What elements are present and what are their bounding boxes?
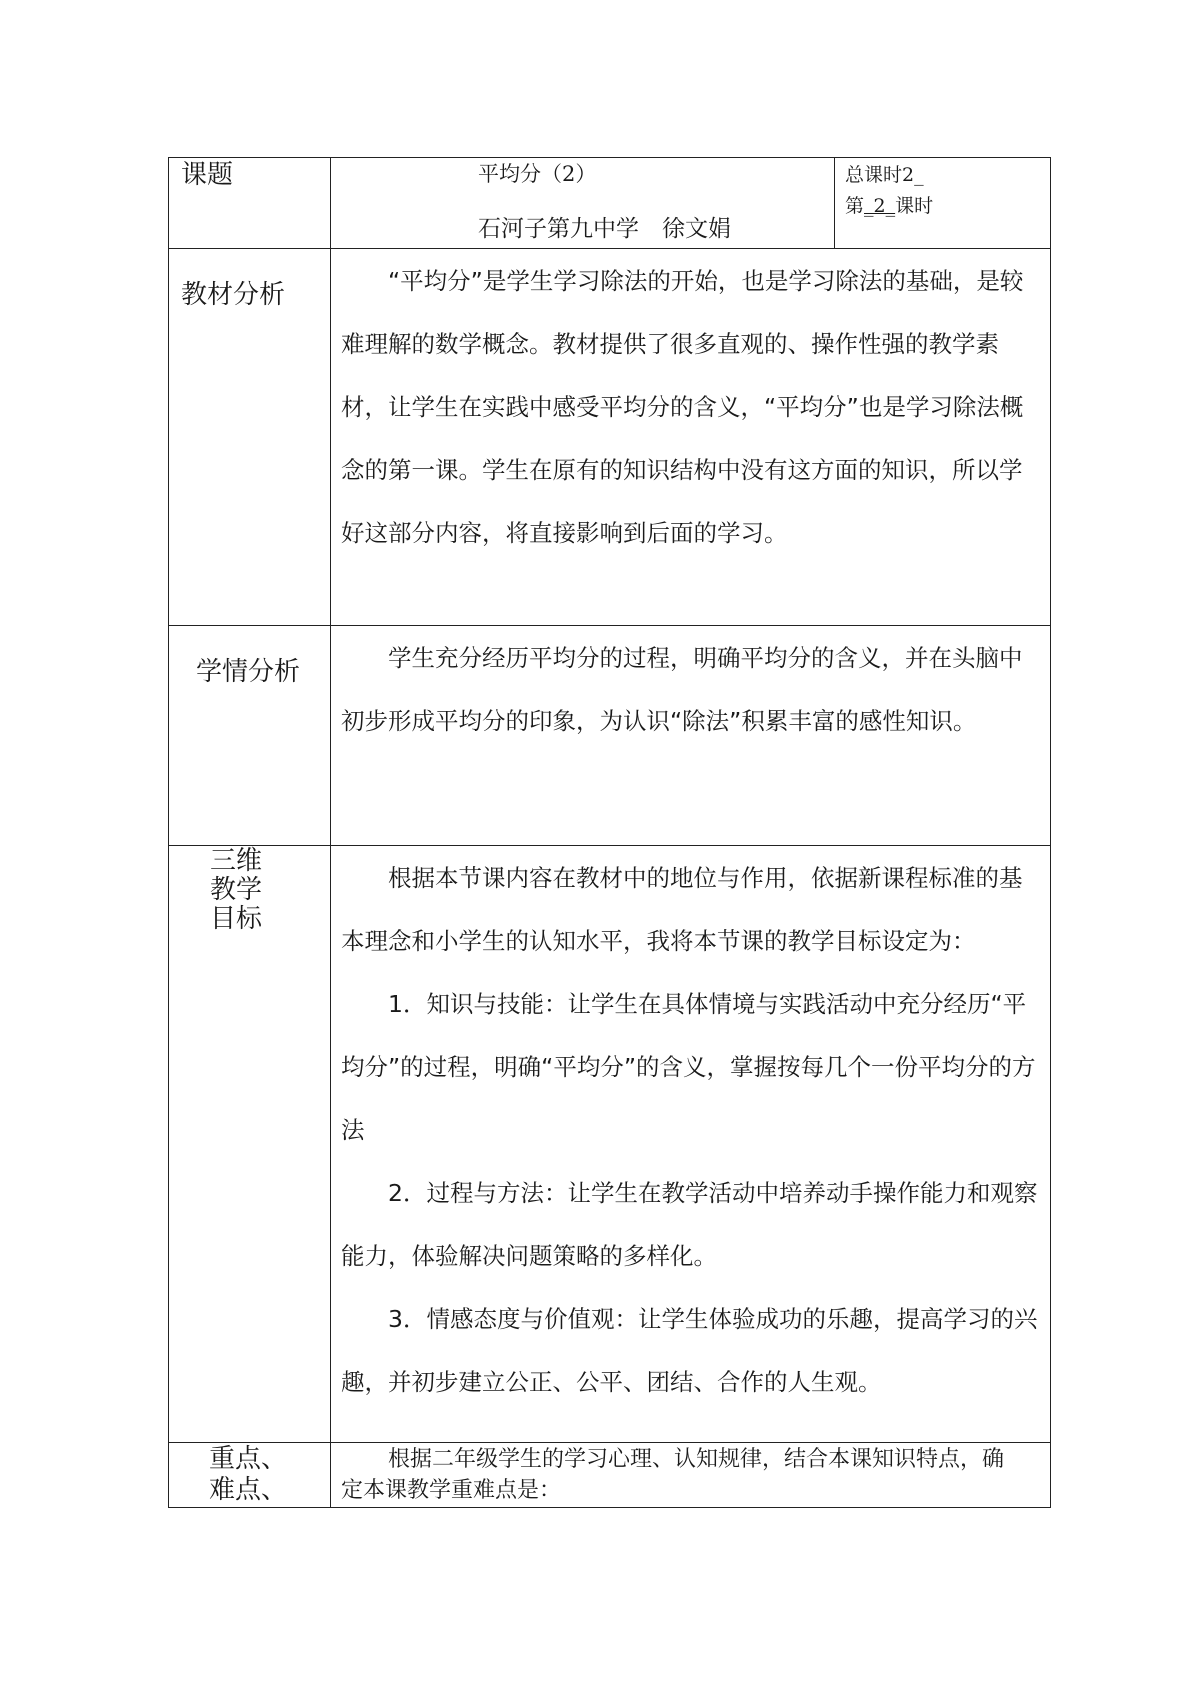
textbook-analysis-cell <box>331 249 1051 626</box>
row-textbook-analysis <box>169 249 1051 626</box>
objectives-intro: 根据本节课内容在教材中的地位与作用，依据新课程标准的基本理念和小学生的认知水平，我将本节课的教学目标设定为： <box>341 864 1023 955</box>
topic-label: 课题 <box>181 160 234 190</box>
key-points-label-line-1: 重点、 <box>209 1444 288 1474</box>
total-hours-value: 2_ <box>902 164 924 186</box>
key-points-label <box>169 1443 330 1506</box>
objectives-label-line-2: 教学 <box>210 875 263 905</box>
student-analysis-label: 学情分析 <box>196 657 301 687</box>
hours-cell <box>835 158 1051 249</box>
row-student-analysis <box>169 626 1051 846</box>
session-number <box>835 191 1050 222</box>
session-suffix: 课时 <box>895 195 934 217</box>
objectives-content <box>331 846 1050 1414</box>
title-cell <box>331 158 835 249</box>
lesson-title: 平均分（2） <box>478 162 597 186</box>
objective-attitude: 3．情感态度与价值观：让学生体验成功的乐趣，提高学习的兴趣，并初步建立公正、公平、团结、合作的人生观。 <box>341 1305 1038 1396</box>
objectives-label <box>169 846 330 934</box>
session-prefix: 第 <box>845 195 865 217</box>
lesson-plan-table <box>168 157 1051 1508</box>
row-topic <box>169 158 1051 249</box>
key-points-label-line-2: 难点、 <box>209 1475 288 1505</box>
author-line: 石河子第九中学 徐文娟 <box>478 216 731 242</box>
objectives-label-line-1: 三维 <box>210 846 263 876</box>
objectives-cell <box>331 846 1051 1443</box>
objectives-label-line-3: 目标 <box>210 904 263 934</box>
student-analysis-cell <box>331 626 1051 846</box>
row-key-points <box>169 1443 1051 1508</box>
row-objectives <box>169 846 1051 1443</box>
total-hours <box>835 158 1050 191</box>
textbook-analysis-label-cell <box>169 249 331 626</box>
objective-knowledge: 1．知识与技能：让学生在具体情境与实践活动中充分经历“平均分”的过程，明确“平均分”的含义，掌握按每几个一份平均分的方法 <box>341 990 1036 1144</box>
key-points-text: 根据二年级学生的学习心理、认知规律，结合本课知识特点，确定本课教学重难点是： <box>341 1447 1005 1503</box>
key-points-label-cell <box>169 1443 331 1508</box>
textbook-analysis-label: 教材分析 <box>181 280 286 310</box>
student-analysis-label-cell <box>169 626 331 846</box>
objective-process: 2．过程与方法：让学生在教学活动中培养动手操作能力和观察能力，体验解决问题策略的多样化。 <box>341 1179 1038 1270</box>
student-analysis-text: 学生充分经历平均分的过程，明确平均分的含义，并在头脑中初步形成平均分的印象，为认识“除法”积累丰富的感性知识。 <box>341 644 1023 735</box>
key-points-cell <box>331 1443 1051 1508</box>
objectives-label-cell <box>169 846 331 1443</box>
total-hours-prefix: 总课时 <box>845 164 903 186</box>
session-value: _2_ <box>864 195 896 217</box>
topic-label-cell <box>169 158 331 249</box>
textbook-analysis-text: “平均分”是学生学习除法的开始，也是学习除法的基础，是较难理解的数学概念。教材提供了很多直观的、操作性强的教学素材，让学生在实践中感受平均分的含义，“平均分”也是学习除法概念的第一课。学生在原有的知识结构中没有这方面的知识，所以学好这部分内容，将直接影响到后面的学习。 <box>341 267 1024 547</box>
